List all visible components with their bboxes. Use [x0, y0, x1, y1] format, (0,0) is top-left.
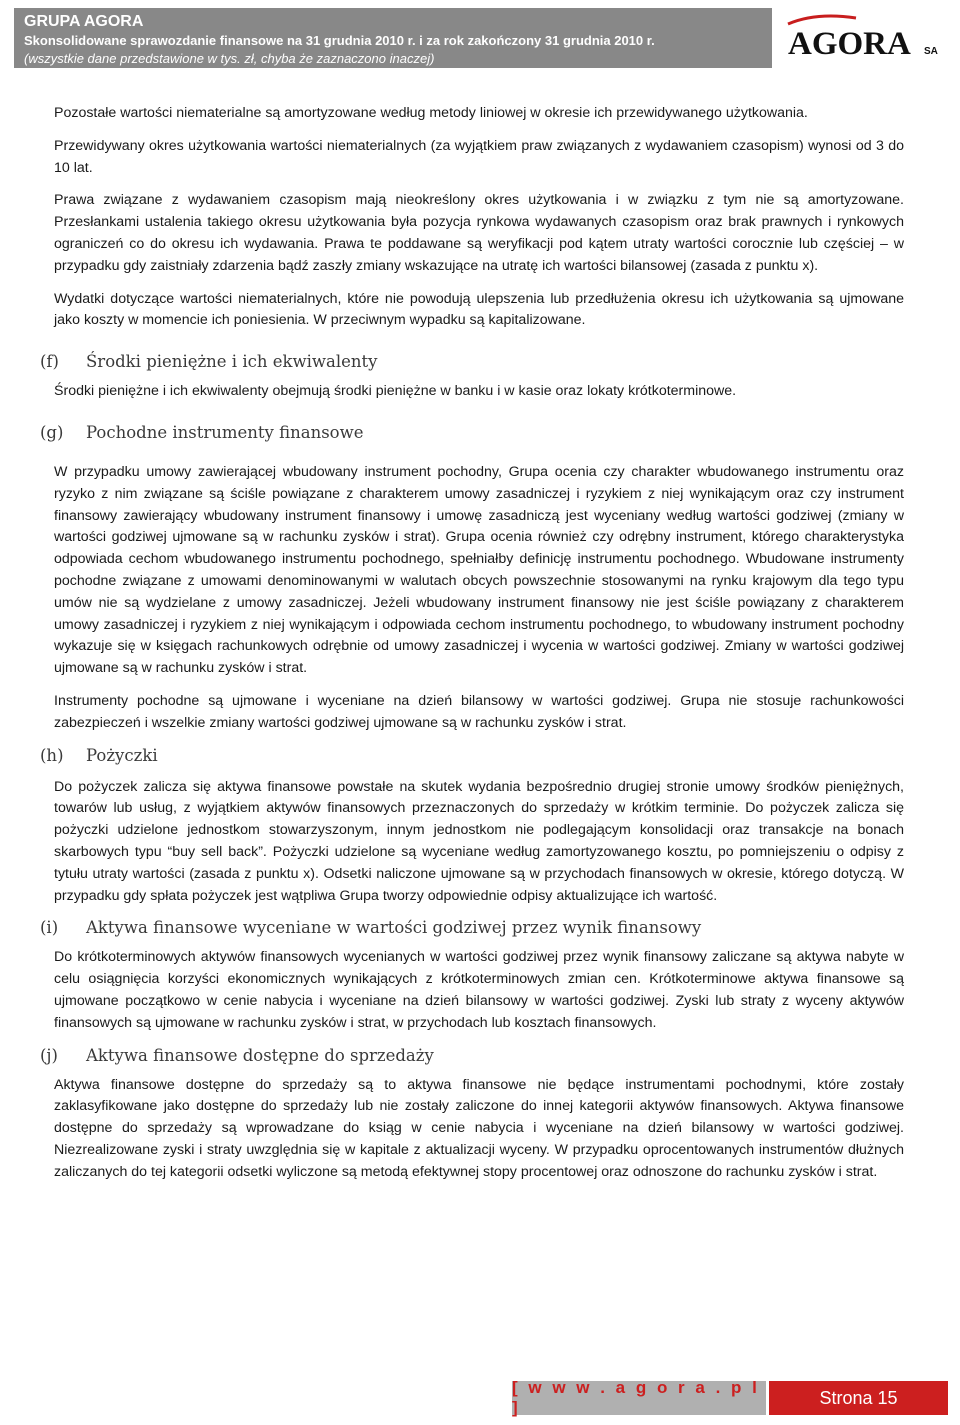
- section-heading-g: [40, 423, 904, 442]
- section-heading-i: [40, 918, 904, 937]
- footer-website-link[interactable]: [ w w w . a g o r a . p l ]: [512, 1381, 766, 1415]
- section-heading-j: [40, 1046, 904, 1065]
- section-title: Aktywa finansowe wyceniane w wartości godziwej przez wynik finansowy: [86, 918, 702, 938]
- section-letter: (j): [40, 1045, 58, 1065]
- paragraph: Do pożyczek zalicza się aktywa finansowe powstałe na skutek wydania bezpośrednio drugiej stronie umowy środków pieniężnych, towarów lub usług, z wyjątkiem aktywów finansowych przeznaczonych do sprzedaży w krótkim terminie. Do pożyczek zalicza się pożyczki udzielone jednostkom stowarzyszonym, innym jednostkom nie podlegającym konsolidacji oraz transakcje na bonach skarbowych typu “buy sell back”. Pożyczki udzielone są wyceniane według zamortyzowanego kosztu, po pomniejszeniu o odpisy z tytułu utraty wartości (zasada z punktu x). Odsetki naliczone ujmowane są w przychodach finansowych w okresie, którego dotyczą. W przypadku gdy spłata pożyczek jest wątpliwa Grupa tworzy odpowiednie odpisy aktualizujące ich wartość.: [54, 778, 904, 904]
- agora-logo: [786, 14, 946, 62]
- paragraph: Instrumenty pochodne są ujmowane i wyceniane na dzień bilansowy w wartości godziwej. Grupa nie stosuje rachunkowości zabezpieczeń i wszelkie zmiany wartości godziwej ujmowane są w rachunku zysków i strat.: [54, 692, 904, 731]
- section-letter: (h): [40, 745, 64, 765]
- section-title: Pożyczki: [86, 745, 158, 765]
- page-header: [14, 8, 772, 68]
- paragraph: Aktywa finansowe dostępne do sprzedaży są to aktywa finansowe nie będące instrumentami pochodnymi, które zostały zaklasyfikowane jako dostępne do sprzedaży lub nie zostały zaliczone do innej kategorii aktywów finansowych. Aktywa finansowe dostępne do sprzedaży są wprowadzane do ksiąg w cenie nabycia i wyceniane na dzień bilansowy w wartości godziwej. Niezrealizowane zyski i straty uwzględnia się w kapitale z aktualizacji wyceny. W przypadku oprocentowanych instrumentów dłużnych zaliczanych do tej kategorii odsetki wyliczone są metodą efektywnej stopy procentowej oraz odnoszone do rachunku zysków i strat.: [54, 1076, 904, 1180]
- header-subtitle: Skonsolidowane sprawozdanie finansowe na 31 grudnia 2010 r. i za rok zakończony 31 grudnia 2010 r.: [24, 33, 655, 48]
- paragraph: W przypadku umowy zawierającej wbudowany instrument pochodny, Grupa ocenia czy charakter wbudowanego instrumentu oraz ryzyko z nim związane są ściśle powiązane z charakterem umowy zasadniczej i ryzykiem z niej wynikającym oraz czy instrument finansowy zawierający wbudowany instrument finansowy i umowę zasadniczą jest wyceniany według wartości godziwej (zmiany w wartości godziwej ujmowane są w rachunku zysków i strat). Grupa ocenia również czy odrębny instrument, którego charakterystyka odpowiada cechom wbudowanego instrumentu pochodnego, spełniałby definicję instrumentu pochodnego. Wbudowane instrumenty pochodne związane z umowami denominowanymi w walutach obcych powszechnie stosowanymi na rynku krajowym dla tego typu umów nie są wydzielane z umowy zasadniczej. Jeżeli wbudowany instrument finansowy nie jest ściśle powiązany z charakterem umowy zasadniczej i ryzykiem z niej wynikającym i odpowiada cechom instrumentu pochodnego, to wbudowany instrument pochodny wykazuje się w księgach rachunkowych odrębnie od umowy zasadniczej i wycenia w wartości godziwej. Zmiany w wartości godziwej ujmowane są w rachunku zysków i strat.: [54, 463, 904, 677]
- section-title: Aktywa finansowe dostępne do sprzedaży: [86, 1045, 434, 1065]
- header-title: GRUPA AGORA: [24, 13, 144, 30]
- paragraph: Prawa związane z wydawaniem czasopism mają nieokreślony okres użytkowania i w związku z tym nie są amortyzowane. Przesłankami ustalenia takiego okresu użytkowania była pozycja rynkowa wydawanych czasopism oraz brak prawnych i rynkowych ograniczeń co do okresu ich wydawania. Prawa te poddawane są weryfikacji pod kątem utraty wartości corocznie lub częściej – w przypadku gdy zaistniały zdarzenia bądź zaszły zmiany wskazujące na utratę ich wartości bilansowej (zasada z punktu x).: [54, 192, 904, 274]
- paragraph: Pozostałe wartości niematerialne są amortyzowane według metody liniowej w okresie ich przewidywanego użytkowania.: [54, 105, 808, 121]
- page-content: [40, 103, 904, 1183]
- paragraph: Wydatki dotyczące wartości niematerialnych, które nie powodują ulepszenia lub przedłużenia okresu ich użytkowania są ujmowane jako koszty w momencie ich poniesienia. W przeciwnym wypadku są kapitalizowane.: [54, 290, 904, 329]
- section-title: Pochodne instrumenty finansowe: [86, 422, 364, 442]
- section-heading-h: [40, 746, 904, 765]
- section-letter: (g): [40, 422, 64, 442]
- header-note: (wszystkie dane przedstawione w tys. zł, chyba że zaznaczono inaczej): [24, 51, 435, 66]
- svg-text:AGORA: AGORA: [788, 26, 911, 62]
- svg-text:SA: SA: [924, 46, 938, 57]
- section-letter: (i): [40, 918, 59, 938]
- section-heading-f: [40, 352, 904, 371]
- paragraph: Przewidywany okres użytkowania wartości niematerialnych (za wyjątkiem praw związanych z wydawaniem czasopism) wynosi od 3 do 10 lat.: [54, 137, 904, 176]
- section-letter: (f): [40, 352, 59, 372]
- page-number: Strona 15: [769, 1381, 948, 1415]
- section-title: Środki pieniężne i ich ekwiwalenty: [86, 352, 378, 372]
- paragraph: Środki pieniężne i ich ekwiwalenty obejmują środki pieniężne w banku i w kasie oraz lokaty krótkoterminowe.: [54, 383, 737, 400]
- paragraph: Do krótkoterminowych aktywów finansowych wycenianych w wartości godziwej przez wynik finansowy zaliczane są aktywa nabyte w celu osiągnięcia korzyści ekonomicznych wynikających z krótkoterminowych zmian cen. Krótkoterminowe aktywa finansowe są ujmowane początkowo w cenie nabycia i wyceniane na dzień bilansowy w wartości godziwej. Zyski lub straty z wyceny aktywów finansowych są ujmowane w rachunku zysków i strat, w przychodach lub kosztach finansowych.: [54, 949, 904, 1031]
